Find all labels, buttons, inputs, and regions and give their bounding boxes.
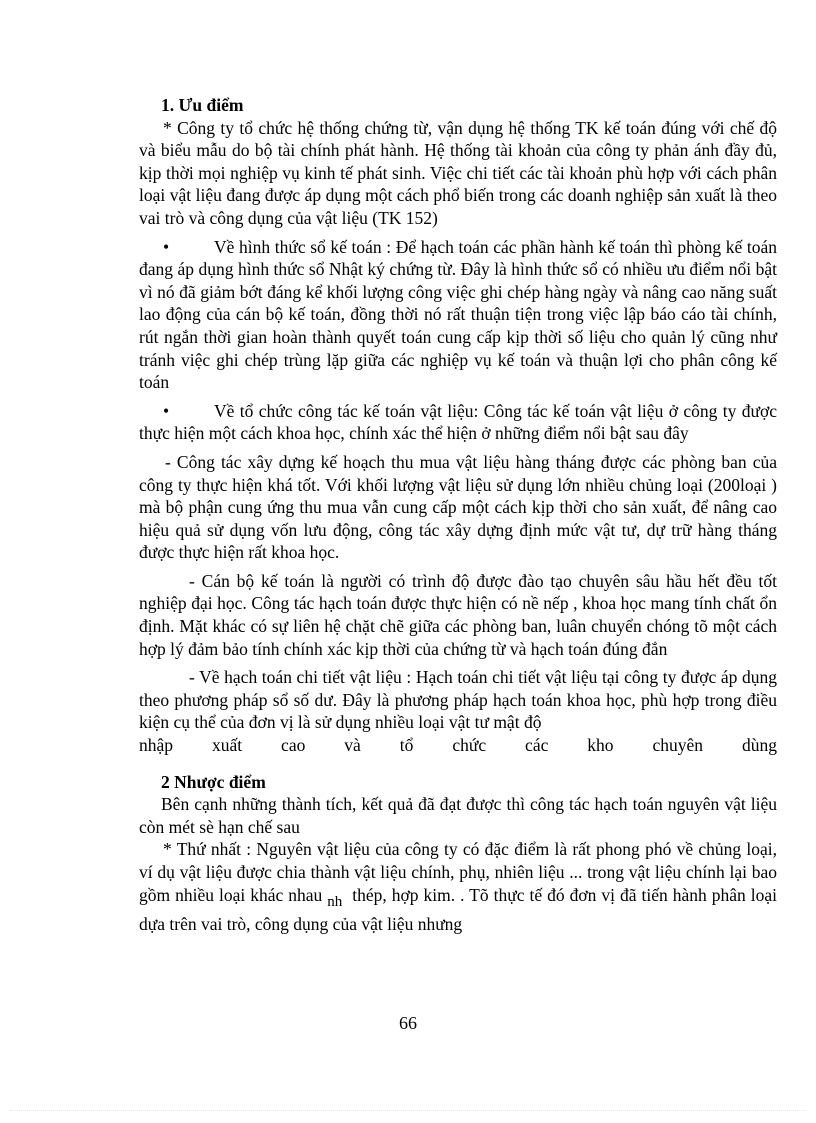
paragraph-accounting-staff: - Cán bộ kế toán là người có trình độ được đào tạo chuyên sâu hầu hết đều tốt nghiệp đại học. Công tác hạch toán được thực hiện có nề nếp , khoa học mang tính chất ổn định. Mặt khác có sự liên hệ chặt chẽ giữa các phòng ban, luân chuyển chóng tõ một cách hợp lý đảm bảo tính chính xác kịp thời của chứng từ và hạch toán đúng đắn (139, 570, 777, 659)
paragraph-last-line: nhập xuất cao và tổ chức các kho chuyên dùng (139, 735, 777, 756)
paragraph-text: - Về hạch toán chi tiết vật liệu : Hạch toán chi tiết vật liệu tại công ty được áp dụng theo phương pháp sổ số dư. Đây là phương pháp hạch toán khoa học, phù hợp trong điều kiện cụ thể của đơn vị là sử dụng nhiều loại vật tư mật độ (139, 667, 777, 733)
section-heading-disadvantages: 2 Nhược điểm (161, 771, 266, 792)
page-bottom-divider (10, 1110, 806, 1111)
page-number: 66 (399, 1013, 417, 1033)
bullet-paragraph-bookkeeping-form (139, 236, 777, 394)
paragraph-detailed-accounting (139, 666, 777, 734)
subscript-fragment: nh (327, 893, 343, 910)
bullet-paragraph-material-accounting (139, 400, 777, 445)
paragraph-accounting-system: * Công ty tổ chức hệ thống chứng từ, vận dụng hệ thống TK kế toán đúng với chế độ và biểu mẫu do bộ tài chính phát hành. Hệ thống tài khoản của công ty phản ánh đầy đủ, kịp thời mọi nghiệp vụ kinh tế phát sinh. Việc chi tiết các tài khoản phù hợp với cách phân loại vật liệu đang được áp dụng một cách phổ biến trong các doanh nghiệp sản xuất là theo vai trò và công dụng của vật liệu (TK 152) (139, 117, 777, 228)
bullet-text: Về tổ chức công tác kế toán vật liệu: Công tác kế toán vật liệu ở công ty được thực hiện một cách khoa học, chính xác thể hiện ở những điểm nổi bật sau đây (139, 400, 777, 444)
paragraph-first-limitation (139, 838, 777, 935)
bullet-icon: • (163, 400, 170, 421)
paragraph-text: * Thứ nhất : Nguyên vật liệu của công ty có đặc điểm là rất phong phó về chủng loại, ví dụ vật liệu được chia thành vật liệu chính, phụ, nhiên liệu ... trong vật liệu chính lại bao gồm nhiều loại khác nhau (139, 839, 777, 905)
bullet-icon: • (163, 236, 170, 257)
section-heading-advantages: 1. Ưu điểm (161, 95, 244, 115)
document-body (139, 94, 777, 936)
paragraph-intro-limitations: Bên cạnh những thành tích, kết quả đã đạt được thì công tác hạch toán nguyên vật liệu còn mét sè hạn chế sau (139, 794, 777, 837)
bullet-text: Về hình thức sổ kế toán : Để hạch toán các phần hành kế toán thì phòng kế toán đang áp dụng hình thức sổ Nhật ký chứng từ. Đây là hình thức sổ có nhiều ưu điểm nổi bật vì nó đã giảm bớt đáng kể khối lượng công việc ghi chép hàng ngày và nâng cao năng suất lao động của cán bộ kế toán, đồng thời nó rất thuận tiện trong việc lập báo cáo tài chính, rút ngắn thời gian hoàn thành quyết toán cung cấp kịp thời số liệu cho quản lý cũng như tránh việc ghi chép trùng lặp giữa các nghiệp vụ kế toán và thuận lợi cho phân công kế toán (139, 236, 777, 393)
paragraph-text: thép, hợp kim. . Tõ thực tế đó đơn vị đã tiến hành phân loại dựa trên vai trò, công dụng của vật liệu nhưng (139, 884, 777, 935)
paragraph-purchase-planning: - Công tác xây dựng kế hoạch thu mua vật liệu hàng tháng được các phòng ban của công ty thực hiện khá tốt. Với khối lượng vật liệu sử dụng lớn nhiều chủng loại (200loại ) mà bộ phận cung ứng thu mua vẫn cung cấp một cách kịp thời cho sản xuất, để nâng cao hiệu quả sử dụng vốn lưu động, công tác xây dựng định mức vật tư, dự trữ hàng tháng được thực hiện rất khoa học. (139, 451, 777, 563)
